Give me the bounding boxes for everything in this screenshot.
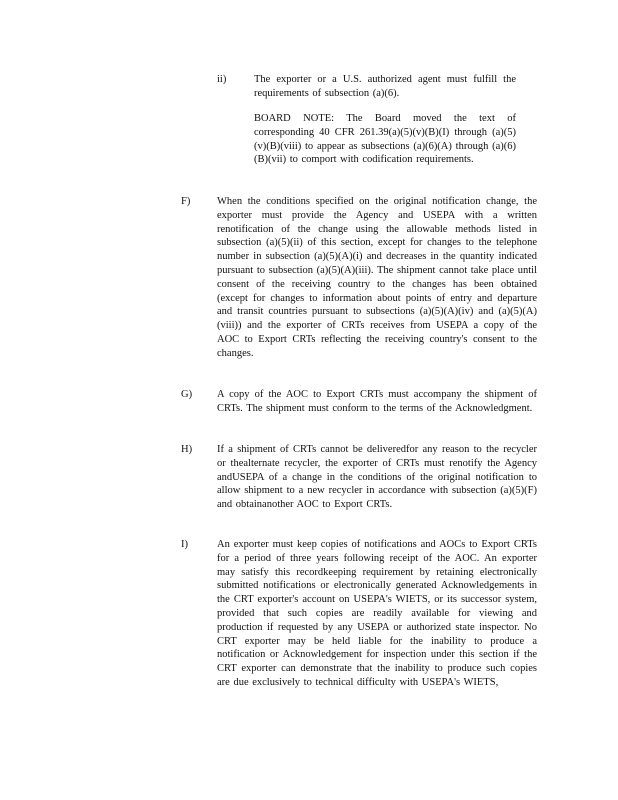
- subsection-text-h: If a shipment of CRTs cannot be deliveredfor any reason to the recycler or thealternate recycler, the exporter of CRTs must renotify the Agency andUSEPA of a change in the conditions of the original notification to allow shipment to a new recycler in accordance with subsection (a)(5)(F) and obtainanother AOC to Export CRTs.: [217, 444, 537, 511]
- subsection-marker-h: H): [181, 444, 193, 455]
- subsection-marker-ii: ii): [217, 74, 227, 85]
- subsection-text-ii: The exporter or a U.S. authorized agent must fulfill the requirements of subsection (a)(6).: [254, 74, 516, 99]
- subsection-text-g: A copy of the AOC to Export CRTs must accompany the shipment of CRTs. The shipment must conform to the terms of the Acknowledgment.: [217, 389, 537, 414]
- board-note: BOARD NOTE: The Board moved the text of corresponding 40 CFR 261.39(a)(5)(v)(B)(I) through (a)(5)(v)(B)(viii) to appear as subsections (a)(6)(A) through (a)(6)(B)(vii) to comport with codification requirements.: [254, 113, 516, 166]
- subsection-marker-i: I): [181, 539, 188, 550]
- subsection-marker-f: F): [181, 196, 191, 207]
- subsection-text-f: When the conditions specified on the original notification change, the exporter must provide the Agency and USEPA with a written renotification of the change using the allowable methods listed in subsection (a)(5)(ii) of this section, except for changes to the telephone number in subsection (a)(5)(A)(i) and decreases in the quantity indicated pursuant to subsection (a)(5)(A)(iii). The shipment cannot take place until consent of the receiving country to the changes has been obtained (except for changes to information about points of entry and departure and transit countries pursuant to subsections (a)(5)(A)(iv) and (a)(5)(A)(viii)) and the exporter of CRTs receives from USEPA a copy of the AOC to Export CRTs reflecting the receiving country's consent to the changes.: [217, 196, 537, 359]
- subsection-text-i: An exporter must keep copies of notifications and AOCs to Export CRTs for a period of three years following receipt of the AOC. An exporter may satisfy this recordkeeping requirement by retaining electronically submitted notifications or electronically generated Acknowledgements in the CRT exporter's account on USEPA's WIETS, or its successor system, provided that such copies are readily available for viewing and production if requested by any USEPA or authorized state inspector. No CRT exporter may be held liable for the inability to produce a notification or Acknowledgement for inspection under this section if the CRT exporter can demonstrate that the inability to produce such copies are due exclusively to technical difficulty with USEPA's WIETS,: [217, 539, 537, 688]
- subsection-marker-g: G): [181, 389, 193, 400]
